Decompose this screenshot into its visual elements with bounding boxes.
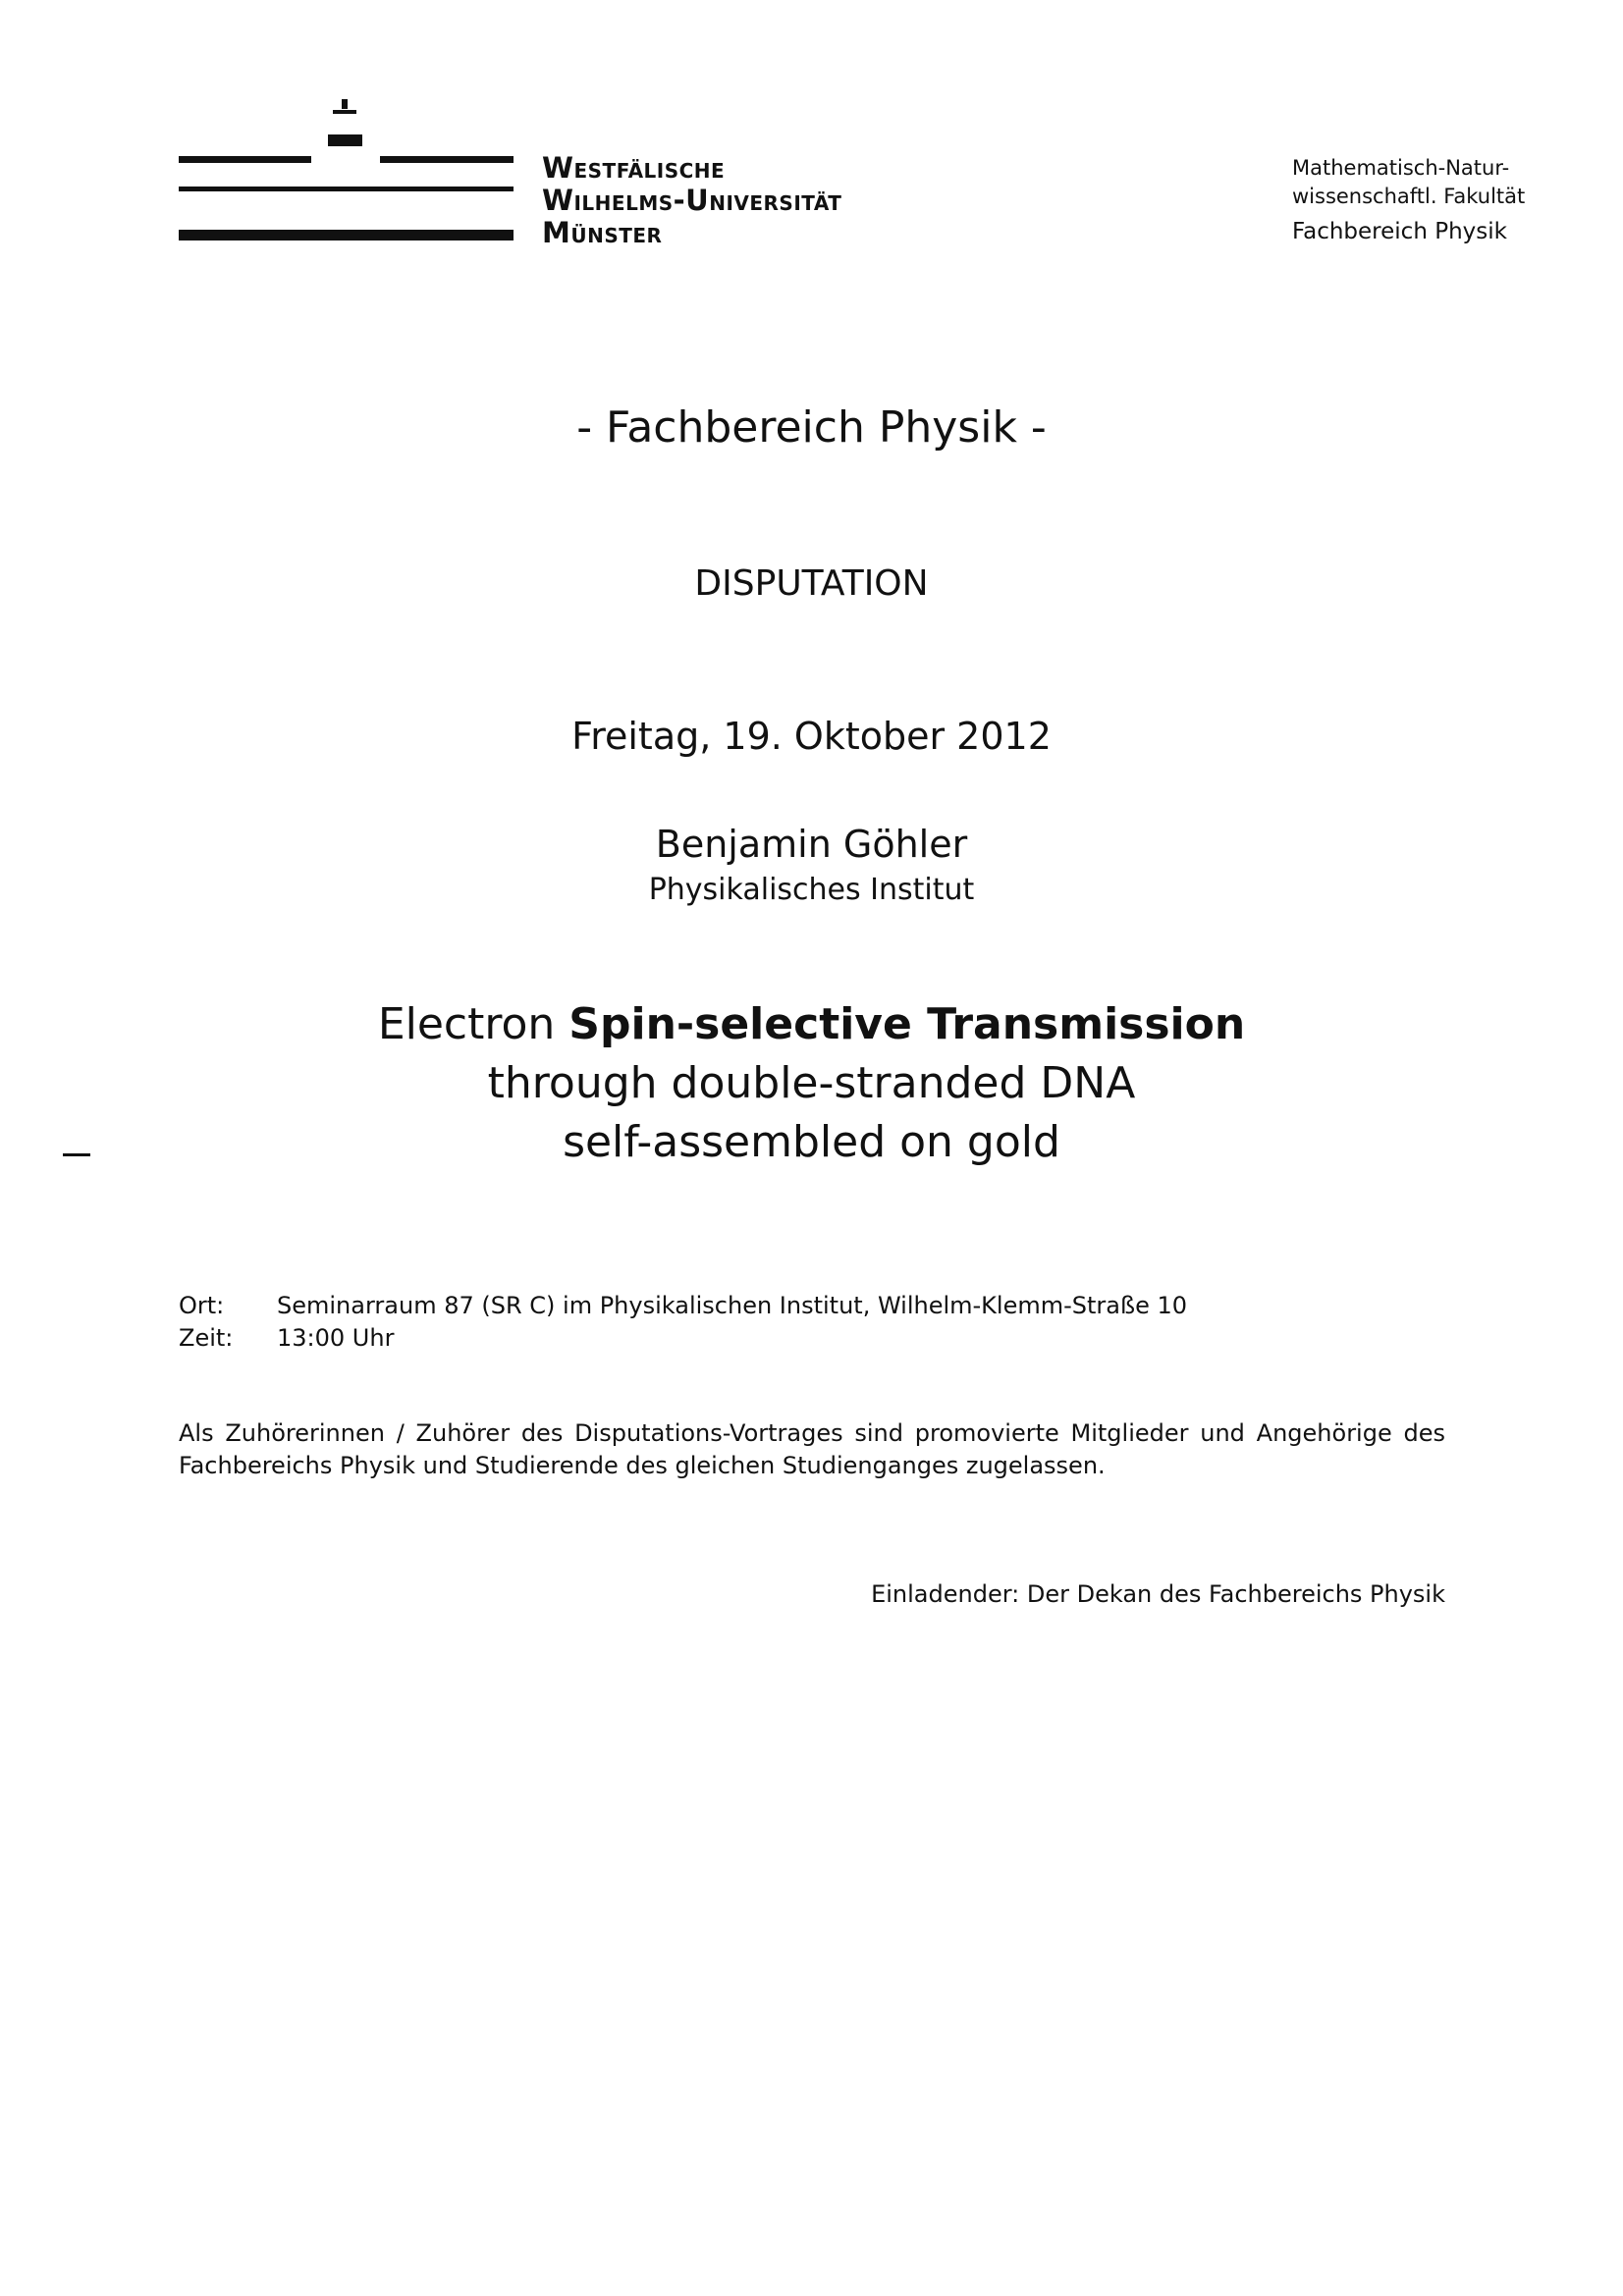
event-type: DISPUTATION xyxy=(694,563,929,604)
faculty-line: wissenschaftl. Fakultät xyxy=(1292,185,1526,208)
logo-bar xyxy=(380,156,514,163)
logo-line: Westfälische xyxy=(542,151,726,185)
detail-row-time xyxy=(179,1322,1187,1355)
logo-bar xyxy=(179,187,514,191)
speaker-name: Benjamin Göhler xyxy=(655,823,968,866)
logo-bar xyxy=(328,134,362,146)
title-line-2: through double-stranded DNA xyxy=(487,1058,1136,1108)
department-heading: - Fachbereich Physik - xyxy=(576,402,1047,453)
faculty-header xyxy=(1292,154,1525,246)
logo-line: Münster xyxy=(542,216,663,249)
detail-label: Ort: xyxy=(179,1292,225,1319)
detail-label: Zeit: xyxy=(179,1324,234,1352)
fold-mark xyxy=(63,1153,90,1156)
detail-row-location xyxy=(179,1290,1187,1322)
attendance-notice: Als Zuhörerinnen / Zuhörer des Disputations-Vortrages sind promovierte Mitglieder und Angehörige des Fachbereichs Physik und Studierende des gleichen Studienganges zugelassen. xyxy=(179,1419,1445,1479)
logo-bar xyxy=(179,156,311,163)
inviter-line: Einladender: Der Dekan des Fachbereichs Physik xyxy=(871,1580,1445,1608)
talk-title xyxy=(0,995,1623,1172)
event-date: Freitag, 19. Oktober 2012 xyxy=(571,715,1052,758)
title-line-3: self-assembled on gold xyxy=(563,1117,1060,1167)
logo-bar xyxy=(342,99,348,109)
speaker-institute: Physikalisches Institut xyxy=(648,873,975,907)
detail-value: 13:00 Uhr xyxy=(277,1324,395,1352)
faculty-line: Mathematisch-Natur- xyxy=(1292,156,1510,180)
event-details xyxy=(179,1290,1187,1355)
title-text-bold: Spin-selective Transmission xyxy=(568,999,1246,1049)
logo-wordmark xyxy=(542,152,841,249)
logo-bar xyxy=(179,230,514,240)
title-text: Electron xyxy=(377,999,569,1049)
department-label: Fachbereich Physik xyxy=(1292,219,1507,244)
logo-line: Wilhelms-Universität xyxy=(542,184,842,217)
title-line-1 xyxy=(0,995,1623,1054)
logo-bar xyxy=(333,110,356,114)
detail-value: Seminarraum 87 (SR C) im Physikalischen Institut, Wilhelm-Klemm-Straße 10 xyxy=(277,1292,1188,1319)
